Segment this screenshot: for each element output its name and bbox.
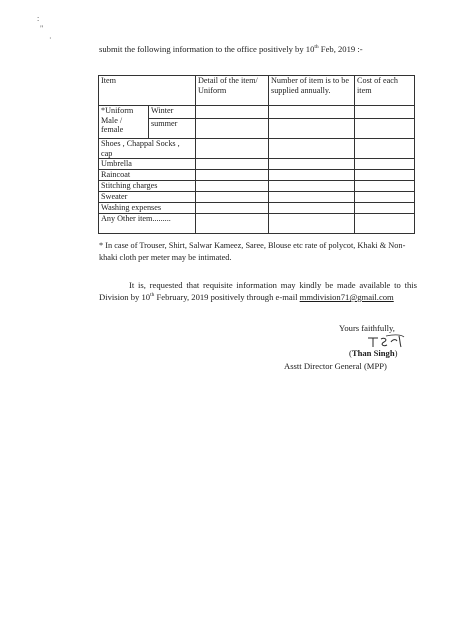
- table-row: [99, 106, 415, 119]
- table-cell: [269, 119, 355, 139]
- uniform-label: *Uniform Male / female: [99, 106, 149, 139]
- table-cell: [269, 139, 355, 159]
- table-cell: [355, 181, 415, 192]
- email-link[interactable]: mmdivision71@gmail.com: [299, 292, 394, 302]
- signatory-designation: Asstt Director General (MPP): [284, 361, 387, 371]
- table-cell: [196, 214, 269, 234]
- row-label: Raincoat: [99, 170, 196, 181]
- table-cell: [269, 170, 355, 181]
- table-cell: [269, 159, 355, 170]
- table-cell: [355, 119, 415, 139]
- intro-paragraph: [99, 43, 417, 55]
- signatory-name-text: Than Singh: [351, 348, 395, 358]
- table-row: [99, 139, 415, 159]
- header-detail: Detail of the item/ Uniform: [196, 76, 269, 106]
- scan-mark: ·: [49, 34, 52, 43]
- table-cell: [196, 139, 269, 159]
- table-cell: [196, 106, 269, 119]
- table-cell: [196, 159, 269, 170]
- table-row: [99, 181, 415, 192]
- row-label: Any Other item.........: [99, 214, 196, 234]
- table-cell: [355, 203, 415, 214]
- header-cost: Cost of each item: [355, 76, 415, 106]
- table-row: [99, 192, 415, 203]
- scan-mark: :: [37, 14, 40, 23]
- request-paragraph: [99, 279, 417, 303]
- table-cell: [355, 170, 415, 181]
- table-cell: [355, 214, 415, 234]
- closing: Yours faithfully,: [339, 323, 395, 333]
- table-cell: [355, 159, 415, 170]
- information-table: [98, 75, 415, 234]
- uniform-summer: summer: [149, 119, 196, 139]
- row-label: Stitching charges: [99, 181, 196, 192]
- table-footnote: * In case of Trouser, Shirt, Salwar Kameez, Saree, Blouse etc rate of polycot, Khaki & Non-khaki cloth per meter may be intimated.: [99, 241, 406, 262]
- table-cell: [355, 106, 415, 119]
- table-row: [99, 203, 415, 214]
- table-cell: [269, 181, 355, 192]
- row-label: Umbrella: [99, 159, 196, 170]
- table-row: [99, 214, 415, 234]
- table-cell: [355, 192, 415, 203]
- table-row: [99, 170, 415, 181]
- table-cell: [355, 139, 415, 159]
- table-cell: [269, 214, 355, 234]
- intro-text: submit the following information to the office positively by 10: [99, 44, 315, 54]
- table-cell: [196, 181, 269, 192]
- table-cell: [269, 106, 355, 119]
- table-cell: [196, 192, 269, 203]
- uniform-winter: Winter: [149, 106, 196, 119]
- request-sup: th: [150, 292, 155, 299]
- header-number: Number of item is to be supplied annually.: [269, 76, 355, 106]
- table-header-row: [99, 76, 415, 106]
- request-text: It is, requested that requisite information may kindly be made available to this Division by 10: [99, 280, 417, 302]
- table-cell: [196, 119, 269, 139]
- intro-sup: th: [314, 44, 319, 51]
- header-item: Item: [99, 76, 196, 106]
- row-label: Washing expenses: [99, 203, 196, 214]
- row-label: Sweater: [99, 192, 196, 203]
- signatory-name: (Than Singh): [349, 348, 398, 358]
- table-row: [99, 159, 415, 170]
- request-text-middle: February, 2019 positively through e-mail: [154, 292, 300, 302]
- table-cell: [196, 170, 269, 181]
- scan-mark: ": [40, 24, 44, 33]
- table-cell: [269, 203, 355, 214]
- row-label: Shoes , Chappal Socks , cap: [99, 139, 196, 159]
- table-cell: [269, 192, 355, 203]
- table-cell: [196, 203, 269, 214]
- intro-text-after: Feb, 2019 :-: [318, 44, 363, 54]
